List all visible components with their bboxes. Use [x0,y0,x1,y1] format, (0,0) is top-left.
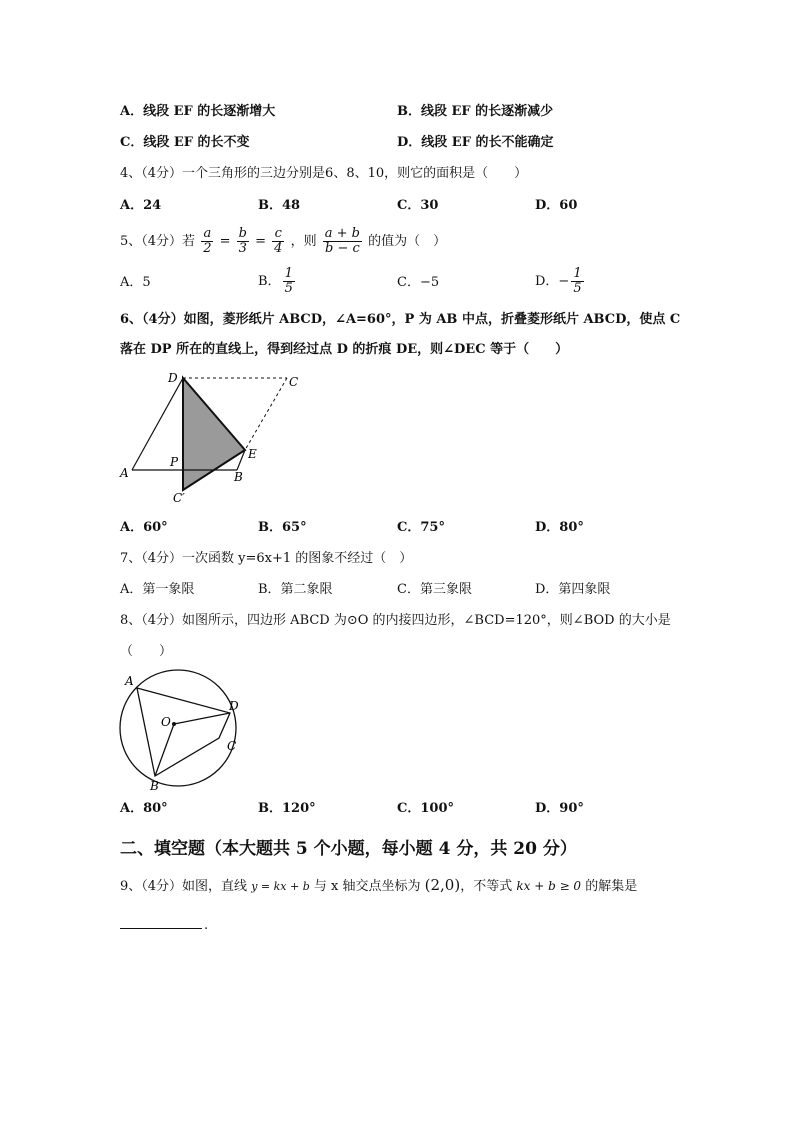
q3-option-c: C．线段 EF 的长不变 [120,135,250,150]
fraction-c-over-4: $\frac{c}{4}$ [274,226,283,256]
q5-option-d: D．− $\frac{1}{5}$ [535,266,582,296]
label-a: A [120,466,129,480]
q6-option-d: D．80° [535,520,584,535]
label-d: D [168,371,178,385]
label-o: O [161,715,171,729]
q3-option-b: B．线段 EF 的长逐渐减少 [397,104,554,119]
q6-stem-line2: 落在 DP 所在的直线上，得到经过点 D 的折痕 DE，则∠DEC 等于（ ） [120,342,569,357]
label-b: B [150,779,159,793]
label-d: D [229,699,239,713]
q8-option-b: B．120° [258,801,316,816]
q3-option-d: D．线段 EF 的长不能确定 [397,135,554,150]
quadrilateral-abcd [137,688,230,776]
q4-option-b: B．48 [258,198,301,213]
q7-option-d: D．第四象限 [535,582,611,597]
q5-stem: 5、（4分）若 $\frac{a}{2}$ = $\frac{b}{3}$ = $\frac{c}{4}$ ，则 $\frac{a + b}{b - c}$ 的值为（ ） [120,226,447,256]
fraction-a-over-2: $\frac{a}{2}$ [203,226,212,256]
q7-option-c: C．第三象限 [397,582,472,597]
q9-stem: 9、（4分）如图，直线 y = kx + b 与 x 轴交点坐标为 (2,0)，不等式 kx + b ≥ 0 的解集是 [120,876,638,894]
q9-inequality: kx + b ≥ 0 [516,879,582,893]
q5-option-b: B． $\frac{1}{5}$ [258,266,293,296]
q7-option-a: A．第一象限 [120,582,195,597]
center-o-dot [172,722,176,726]
q4-option-d: D．60 [535,198,578,213]
q8-option-c: C．100° [397,801,454,816]
q5-option-a: A．5 [120,275,151,290]
q9-end-period: . [204,918,209,933]
q8-circle-figure [112,668,252,796]
q8-option-d: D．90° [535,801,584,816]
q8-stem-line1: 8、（4分）如图所示，四边形 ABCD 为⊙O 的内接四边形，∠BCD=120°，则∠BOD 的大小是 [120,613,671,628]
label-c: C [289,375,299,389]
q7-option-b: B．第二象限 [258,582,333,597]
q6-option-c: C．75° [397,520,445,535]
fraction-b-over-3: $\frac{b}{3}$ [238,226,247,256]
answer-blank[interactable] [120,928,202,929]
label-c-prime: C′ [173,491,185,505]
q6-option-b: B．65° [258,520,307,535]
q9-equation: y = kx + b [251,880,310,893]
section-title: 二、填空题（本大题共 5 个小题，每小题 4 分，共 20 分） [120,839,577,859]
circle-o [120,670,236,786]
q8-stem-line2: （ ） [120,644,173,659]
q9-point: (2,0) [424,876,461,894]
q4-stem: 4、（4分）一个三角形的三边分别是6、8、10，则它的面积是（ ） [120,166,528,181]
q8-option-a: A．80° [120,801,168,816]
q4-option-a: A．24 [120,198,162,213]
q6-stem-line1: 6、（4分）如图，菱形纸片 ABCD，∠A=60°，P 为 AB 中点，折叠菱形纸片 ABCD，使点 C [120,312,681,327]
q3-option-a: A．线段 EF 的长逐渐增大 [120,104,276,119]
label-c: C [227,739,237,753]
label-e: E [248,447,257,461]
q4-option-c: C．30 [397,198,439,213]
q6-option-a: A．60° [120,520,168,535]
label-b: B [234,470,243,484]
q6-rhombus-figure [115,368,315,510]
fraction-expression: $\frac{a + b}{b - c}$ [324,226,360,256]
label-a: A [125,674,134,688]
label-p: P [170,455,179,469]
q5-option-c: C．−5 [397,275,440,290]
q7-stem: 7、（4分）一次函数 y=6x+1 的图象不经过（ ） [120,551,413,566]
